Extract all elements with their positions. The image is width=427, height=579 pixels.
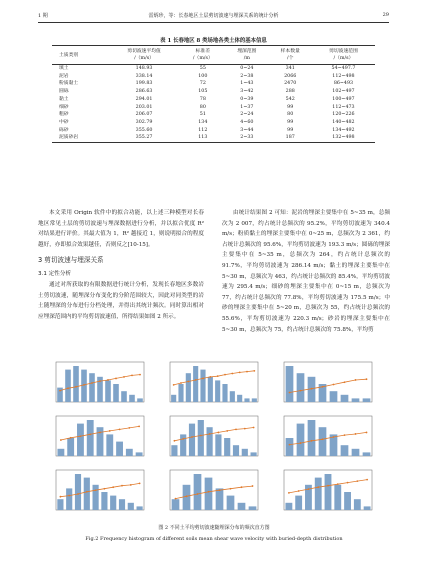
table-cell: 54~497.7 <box>331 66 356 71</box>
table-cell: 1~43 <box>240 81 254 87</box>
histogram-bar <box>249 506 257 510</box>
table-cell: 粗砂 <box>59 112 69 118</box>
table-row <box>52 119 375 127</box>
mean-velocity-point <box>186 495 188 497</box>
mean-velocity-point <box>344 381 346 383</box>
table-cell: 294.01 <box>135 96 153 102</box>
mean-velocity-point <box>209 376 211 378</box>
histogram-bar <box>73 366 79 402</box>
table-cell: 100 <box>198 73 208 79</box>
histogram-bar <box>363 452 371 456</box>
figure-caption-en: Fig.2 Frequency histogram of different soils mean shear wave velocity with buried-depth distribution <box>85 536 343 542</box>
histogram-bar <box>180 434 186 456</box>
mean-velocity-point <box>83 384 85 386</box>
mean-velocity-point <box>99 432 101 434</box>
mean-velocity-point <box>139 483 141 485</box>
histogram-bar <box>77 424 84 456</box>
mean-velocity-point <box>347 482 349 484</box>
mean-velocity-point <box>289 444 291 446</box>
mean-velocity-point <box>60 496 62 498</box>
mean-velocity-point <box>187 381 189 383</box>
histogram-bar <box>208 377 213 402</box>
histogram-bar <box>200 370 205 402</box>
histogram-bar <box>57 499 63 510</box>
histogram-bar <box>330 391 338 402</box>
table-cell: 80 <box>199 104 206 110</box>
table-caption: 表 1 长春地区 8 类场地各类土体的基本信息 <box>160 38 267 44</box>
mean-velocity-point <box>173 384 175 386</box>
column-header: 埋深范围 /m <box>225 46 268 65</box>
histogram-bar <box>101 492 107 510</box>
mean-velocity-point <box>253 370 255 372</box>
histogram-bar <box>325 474 332 510</box>
paragraph-origin-fitting: 本文采用 Origin 软件中的拟合功能，以上述三种模型对长春地区常见土层的剪切波速与埋深数据进行分析，并以拟合优度 R² 对结果进行评价。其最大值为 1，R² 越接近 1，则说明拟合的程度越好，亦即拟合效果越佳，否则反之[10-15]。 <box>38 210 204 248</box>
mean-velocity-point <box>195 379 197 381</box>
mean-velocity-point <box>226 430 228 432</box>
histogram-bar <box>119 499 125 510</box>
histogram-svg <box>160 358 268 410</box>
histogram-bar <box>137 398 143 402</box>
histogram-bar <box>186 373 191 402</box>
histogram-svg <box>46 412 154 464</box>
table-cell: 206.07 <box>135 112 153 118</box>
mean-velocity-point <box>197 493 199 495</box>
table-cell: 3~42 <box>240 89 254 95</box>
table-cell: 泥岩 <box>59 73 69 79</box>
table-cell: 细砂 <box>59 104 69 110</box>
mean-velocity-point <box>246 371 248 373</box>
histogram-bar <box>216 488 224 510</box>
data-table <box>52 45 375 143</box>
histogram-bar <box>237 395 242 402</box>
histogram-bar <box>344 492 351 510</box>
table-cell: 51 <box>199 112 206 118</box>
left-column <box>38 208 204 322</box>
histogram-svg <box>46 358 154 410</box>
table-cell: 99 <box>287 104 294 110</box>
histogram-panel <box>160 412 268 464</box>
right-column <box>222 208 390 335</box>
mean-velocity-point <box>366 479 368 481</box>
mean-velocity-point <box>231 373 233 375</box>
figure-2 <box>46 358 382 548</box>
running-header <box>38 12 389 22</box>
histogram-panel <box>46 358 154 410</box>
table-cell: 112 <box>198 127 208 133</box>
table-cell: 黏土 <box>59 96 69 102</box>
column-header: 样本数量 /个 <box>269 46 312 65</box>
mean-velocity-point <box>239 371 241 373</box>
histogram-bar <box>308 420 316 456</box>
histogram-bar <box>198 420 204 456</box>
mean-velocity-point <box>322 386 324 388</box>
mean-velocity-point <box>333 436 335 438</box>
mean-velocity-point <box>235 429 237 431</box>
table-cell: 1~37 <box>240 104 254 110</box>
mean-velocity-point <box>175 498 177 500</box>
mean-velocity-point <box>68 495 70 497</box>
histogram-bar <box>297 424 305 456</box>
histogram-bar <box>341 395 349 402</box>
mean-velocity-point <box>366 432 368 434</box>
histogram-bar <box>205 478 213 510</box>
histogram-bar <box>334 485 341 510</box>
table-row <box>52 127 375 135</box>
histogram-bar <box>227 496 235 510</box>
mean-velocity-point <box>180 382 182 384</box>
histogram-bar <box>89 373 95 402</box>
histogram-bar <box>252 398 257 402</box>
histogram-bar <box>285 503 292 510</box>
column-header: 标准差 /（m/s） <box>180 46 225 65</box>
header-title: 雷炳珍，等：长春地区土层剪切波速与埋深关系的统计分析 <box>148 13 279 19</box>
histogram-bar <box>352 449 360 456</box>
table-cell: 134 <box>198 119 208 125</box>
mean-velocity-point <box>253 427 255 429</box>
mean-velocity-point <box>99 380 101 382</box>
table-cell: 355.27 <box>108 134 181 142</box>
histogram-bar <box>215 380 220 402</box>
table-cell: 72 <box>199 81 206 87</box>
histogram-panel <box>160 358 268 410</box>
mean-velocity-point <box>121 485 123 487</box>
mean-velocity-point <box>219 489 221 491</box>
histogram-svg <box>274 466 382 518</box>
histogram-svg <box>274 412 382 464</box>
table-row <box>52 88 375 96</box>
column-header: 剪切波速平均值 /（m/s） <box>108 46 181 65</box>
table-cell: 113 <box>180 134 225 142</box>
table-cell: 112~473 <box>332 104 355 110</box>
histogram-bar <box>97 427 104 456</box>
table-cell: 338.14 <box>135 73 153 79</box>
table-cell: 86~493 <box>333 81 354 87</box>
table-cell: 132~498 <box>312 134 375 142</box>
histogram-bar <box>66 488 72 510</box>
table-row <box>52 134 375 142</box>
mean-velocity-point <box>119 429 121 431</box>
histogram-bar <box>171 445 177 456</box>
histogram-bar <box>194 474 202 510</box>
histogram-bar <box>222 384 227 402</box>
mean-velocity-point <box>224 374 226 376</box>
mean-velocity-point <box>128 427 130 429</box>
mean-velocity-point <box>80 435 82 437</box>
mean-velocity-point <box>308 488 310 490</box>
table-cell: 100~497 <box>332 96 355 102</box>
table-cell: 99 <box>287 119 294 125</box>
mean-velocity-point <box>355 379 357 381</box>
mean-velocity-point <box>130 484 132 486</box>
figure-caption-cn: 图 2 不同土平均剪切波速随埋深分布的频次直方图 <box>158 525 270 531</box>
table-row <box>52 65 375 73</box>
table-cell: 102~497 <box>332 89 355 95</box>
histogram-panel <box>160 466 268 518</box>
histogram-bar <box>105 380 111 402</box>
table-cell: 2470 <box>284 81 297 87</box>
mean-velocity-point <box>95 489 97 491</box>
mean-velocity-point <box>138 425 140 427</box>
mean-velocity-point <box>218 432 220 434</box>
table-cell: 134~492 <box>332 127 355 133</box>
histogram-panel <box>274 466 382 518</box>
mean-velocity-point <box>191 436 193 438</box>
mean-velocity-point <box>67 387 69 389</box>
histogram-bar <box>295 496 302 510</box>
mean-velocity-point <box>208 491 210 493</box>
mean-velocity-point <box>289 392 291 394</box>
mean-velocity-point <box>241 486 243 488</box>
mean-velocity-point <box>107 379 109 381</box>
histogram-bar <box>116 442 123 456</box>
table-cell: 105 <box>198 89 208 95</box>
mean-velocity-point <box>300 390 302 392</box>
histogram-bar <box>113 384 119 402</box>
histogram-panel <box>46 466 154 518</box>
mean-velocity-point <box>327 485 329 487</box>
histogram-bar <box>207 427 213 456</box>
mean-velocity-point <box>182 438 184 440</box>
table-cell: 302.79 <box>135 119 153 125</box>
mean-velocity-point <box>300 442 302 444</box>
section-heading: 3 剪切波速与埋深关系 <box>38 256 104 265</box>
mean-velocity-point <box>75 386 77 388</box>
table-cell: 341 <box>285 66 295 71</box>
mean-velocity-point <box>123 376 125 378</box>
mean-velocity-point <box>209 433 211 435</box>
table-cell: 0~24 <box>240 66 254 71</box>
histogram-bar <box>93 485 99 510</box>
table-cell: 4~60 <box>240 119 254 125</box>
table-cell: 中砂 <box>59 119 69 125</box>
mean-velocity-point <box>356 480 358 482</box>
histogram-bar <box>87 420 94 456</box>
histogram-bar <box>286 366 294 402</box>
table-cell: 0~39 <box>240 96 254 102</box>
table-cell: 泥质砂岩 <box>52 134 108 142</box>
histogram-svg <box>160 466 268 518</box>
table-cell: 148.93 <box>135 66 153 71</box>
histogram-bar <box>106 434 113 456</box>
header-rule <box>38 22 389 23</box>
histogram-bar <box>65 370 71 402</box>
histogram-bar <box>341 445 349 456</box>
table-row <box>52 80 375 88</box>
table-cell: 78 <box>199 96 206 102</box>
table-cell: 120~226 <box>332 112 355 118</box>
mean-velocity-point <box>59 390 61 392</box>
histogram-bar <box>136 452 143 456</box>
histogram-bar <box>171 395 176 402</box>
table-cell: 112~498 <box>332 73 355 79</box>
mean-velocity-point <box>366 378 368 380</box>
histogram-bar <box>215 434 221 456</box>
histogram-panel <box>274 412 382 464</box>
histogram-bar <box>121 391 127 402</box>
table-cell: 3~44 <box>240 127 254 133</box>
mean-velocity-point <box>217 375 219 377</box>
table-cell: 圆砾 <box>59 89 69 95</box>
table-cell: 187 <box>269 134 312 142</box>
histogram-bar <box>297 373 305 402</box>
table-cell: 203.01 <box>135 104 153 110</box>
mean-velocity-point <box>77 493 79 495</box>
mean-velocity-point <box>131 375 133 377</box>
histogram-svg <box>160 412 268 464</box>
table-cell: 填土 <box>59 66 69 71</box>
histogram-bar <box>183 485 191 510</box>
mean-velocity-point <box>89 433 91 435</box>
mean-velocity-point <box>252 485 254 487</box>
histogram-panel <box>46 412 154 464</box>
mean-velocity-point <box>60 439 62 441</box>
table-cell: 砾砂 <box>59 127 69 133</box>
table-cell: 288 <box>285 89 295 95</box>
mean-velocity-point <box>86 491 88 493</box>
mean-velocity-point <box>174 440 176 442</box>
histogram-bar <box>286 438 294 456</box>
table-cell: 2~38 <box>240 73 254 79</box>
histogram-bar <box>244 398 249 402</box>
table-cell: 2~24 <box>240 112 254 118</box>
histogram-bar <box>172 499 180 510</box>
mean-velocity-point <box>244 428 246 430</box>
histogram-bar <box>110 496 116 510</box>
histogram-bar <box>137 506 143 510</box>
histogram-bar <box>238 503 246 510</box>
table-cell: 2066 <box>284 73 297 79</box>
mean-velocity-point <box>337 483 339 485</box>
mean-velocity-point <box>288 492 290 494</box>
histogram-bar <box>352 398 360 402</box>
histogram-svg <box>46 466 154 518</box>
paragraph-qualitative: 通过对所获取的有限数据进行统计分析，发现长春地区多数岩土剪切波速，随埋深分布变化的分阶范围较大，因此对同类型的岩土随埋深的分布进行分档处理，并得出其统计频次。同时算出相对应埋深范围内的平均剪切波速值，所得结果如图 2 所示。 <box>38 281 204 320</box>
histogram-bar <box>178 384 183 402</box>
histogram-bar <box>128 503 134 510</box>
table-cell: 粉质黏土 <box>59 81 79 87</box>
histogram-bar <box>224 438 230 456</box>
table-cell: 80 <box>287 112 294 118</box>
mean-velocity-point <box>115 378 117 380</box>
mean-velocity-point <box>344 434 346 436</box>
table-row <box>52 73 375 81</box>
table-cell: 140~482 <box>332 119 355 125</box>
mean-velocity-point <box>70 437 72 439</box>
table-cell: 355.60 <box>135 127 153 133</box>
mean-velocity-point <box>91 382 93 384</box>
mean-velocity-point <box>311 440 313 442</box>
histogram-bar <box>126 449 133 456</box>
table-cell: 286.63 <box>135 89 153 95</box>
mean-velocity-point <box>317 486 319 488</box>
mean-velocity-point <box>109 430 111 432</box>
table-row <box>52 104 375 112</box>
mean-velocity-point <box>104 488 106 490</box>
histogram-panel <box>274 358 382 410</box>
table-cell: 55 <box>199 66 206 71</box>
table-row <box>52 111 375 119</box>
mean-velocity-point <box>202 378 204 380</box>
mean-velocity-point <box>311 388 313 390</box>
histogram-svg <box>274 358 382 410</box>
mean-velocity-point <box>200 435 202 437</box>
mean-velocity-point <box>333 384 335 386</box>
mean-velocity-point <box>355 433 357 435</box>
histogram-bar <box>230 391 235 402</box>
mean-velocity-point <box>112 486 114 488</box>
histogram-bar <box>75 474 81 510</box>
histogram-bar <box>129 395 135 402</box>
histogram-bar <box>57 449 64 456</box>
histogram-bar <box>67 438 74 456</box>
histogram-bar <box>189 424 195 456</box>
histogram-bar <box>354 499 361 510</box>
issue-label: 1 期 <box>38 13 48 19</box>
table-cell: 199.83 <box>135 81 153 87</box>
mean-velocity-point <box>298 490 300 492</box>
histogram-bar <box>364 506 371 510</box>
paragraph-statistics: 由统计结果图 2 可知：泥岩的埋深主要集中在 5~35 m，总频次为 2 007，约占统计总频次的 95.2%，平均剪切波速为 340.4 m/s；粉质黏土的埋深主要集中在 0~25 m，总频次为 2 361，约占统计总频次的 95.6%，平均剪切波速为 193.3 m/s；圆砾的埋深主要集中在 5~35 m，总频次为 264，约占统计总频次的 91.7%，平均剪切波速为 286.14 m/s；黏土的埋深主要集中在 5~30 m，总频次为 463，约占统计总频次的 85.4%，平均剪切波速为 295.4 m/s；细砂的埋深主要集中在 0~15 m，总频次为 77，约占统计总频次的 77.8%，平均剪切波速为 175.5 m/s；中砂的埋深主要集中在 5~20 m，总频次为 55，约占统计总频次的 55.6%，平均剪切波速为 220.3 m/s；砂岩的埋深主要集中在 5~30 m，总频次为 75，约占统计总频次的 75.8%，平均剪 <box>222 210 390 333</box>
histogram-bar <box>84 478 90 510</box>
histogram-bar <box>251 452 257 456</box>
table-cell: 99 <box>287 127 294 133</box>
column-header: 土质类别 <box>52 46 108 65</box>
table-cell: 542 <box>285 96 295 102</box>
mean-velocity-point <box>139 374 141 376</box>
histogram-bar <box>363 398 371 402</box>
table-row <box>52 96 375 104</box>
column-header: 剪切波速范围 /（m/s） <box>312 46 375 65</box>
histogram-bar <box>315 478 322 510</box>
histogram-bar <box>193 366 198 402</box>
histogram-bar <box>233 445 239 456</box>
histogram-bar <box>242 449 248 456</box>
page-number: 29 <box>382 12 389 18</box>
mean-velocity-point <box>322 438 324 440</box>
subsection-heading: 3.1 定性分析 <box>38 271 72 278</box>
histogram-bar <box>319 427 327 456</box>
table-cell: 2~33 <box>225 134 268 142</box>
mean-velocity-point <box>230 488 232 490</box>
